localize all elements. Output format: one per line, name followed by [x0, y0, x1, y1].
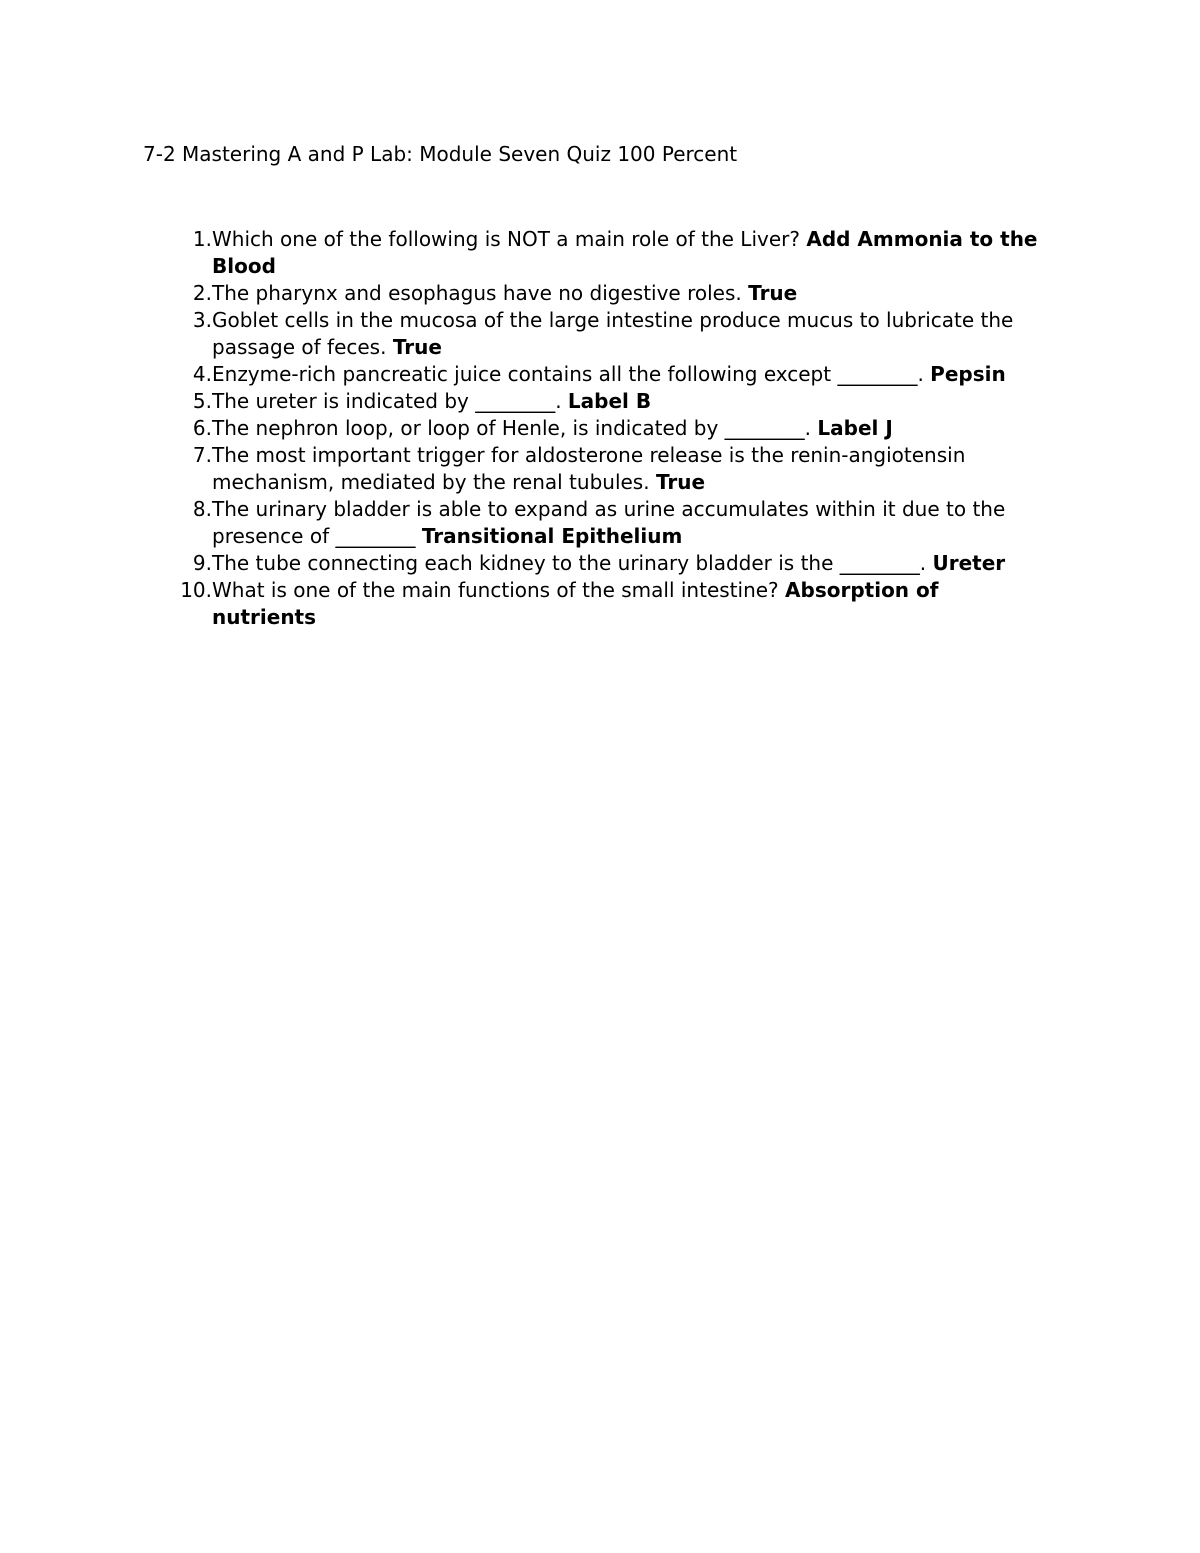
question-text: The most important trigger for aldosterone release is the renin-angiotensin mechanism, mediated by the renal tubules. [212, 443, 966, 494]
question-text: The ureter is indicated by ________. [212, 389, 568, 413]
item-number-text: 4. [192, 362, 212, 386]
quiz-item-3 [143, 307, 1048, 361]
item-body [212, 496, 1048, 550]
item-number [143, 280, 212, 307]
quiz-item-10 [143, 577, 1048, 631]
item-body [212, 415, 1048, 442]
question-text: The tube connecting each kidney to the urinary bladder is the ________. [212, 551, 933, 575]
quiz-item-4 [143, 361, 1048, 388]
item-number-text: 10. [180, 578, 212, 602]
item-number [143, 550, 212, 577]
item-number-text: 7. [192, 443, 212, 467]
item-number [143, 442, 212, 469]
answer-text: Label J [817, 416, 893, 440]
quiz-item-5 [143, 388, 1048, 415]
quiz-item-1 [143, 226, 1048, 280]
item-number [143, 307, 212, 334]
item-body [212, 361, 1048, 388]
item-number-text: 2. [192, 281, 212, 305]
question-text: What is one of the main functions of the small intestine? [212, 578, 786, 602]
answer-text: Ureter [932, 551, 1006, 575]
quiz-item-9 [143, 550, 1048, 577]
question-text: Enzyme-rich pancreatic juice contains all the following except ________. [212, 362, 931, 386]
question-text: The nephron loop, or loop of Henle, is indicated by ________. [212, 416, 818, 440]
item-number-text: 5. [192, 389, 212, 413]
answer-text: True [655, 470, 706, 494]
answer-text: Absorption of nutrients [212, 578, 939, 629]
answer-text: Add Ammonia to the Blood [212, 227, 1038, 278]
item-number [143, 388, 212, 415]
quiz-item-6 [143, 415, 1048, 442]
item-body [212, 307, 1048, 361]
item-number [143, 496, 212, 523]
item-number [143, 361, 212, 388]
item-number [143, 577, 212, 604]
question-text: Which one of the following is NOT a main role of the Liver? [212, 227, 807, 251]
quiz-item-8 [143, 496, 1048, 550]
item-body [212, 226, 1048, 280]
page-title: 7-2 Mastering A and P Lab: Module Seven Quiz 100 Percent [143, 142, 738, 166]
item-number-text: 1. [192, 227, 212, 251]
item-body [212, 280, 1048, 307]
item-body [212, 388, 1048, 415]
quiz-question-list [143, 226, 1048, 631]
answer-text: Label B [567, 389, 652, 413]
quiz-item-7 [143, 442, 1048, 496]
answer-text: Pepsin [930, 362, 1006, 386]
question-text: The pharynx and esophagus have no digestive roles. [212, 281, 749, 305]
item-body [212, 577, 1048, 631]
item-body [212, 442, 1048, 496]
answer-text: Transitional Epithelium [421, 524, 683, 548]
item-number-text: 3. [192, 308, 212, 332]
quiz-item-2 [143, 280, 1048, 307]
answer-text: True [392, 335, 442, 359]
question-text: The urinary bladder is able to expand as urine accumulates within it due to the presence of ________ [212, 497, 1006, 548]
item-number [143, 415, 212, 442]
answer-text: True [748, 281, 798, 305]
item-body [212, 550, 1048, 577]
item-number-text: 9. [192, 551, 212, 575]
question-text: Goblet cells in the mucosa of the large intestine produce mucus to lubricate the passage of feces. [212, 308, 1014, 359]
item-number-text: 8. [192, 497, 212, 521]
item-number-text: 6. [192, 416, 212, 440]
item-number [143, 226, 212, 253]
